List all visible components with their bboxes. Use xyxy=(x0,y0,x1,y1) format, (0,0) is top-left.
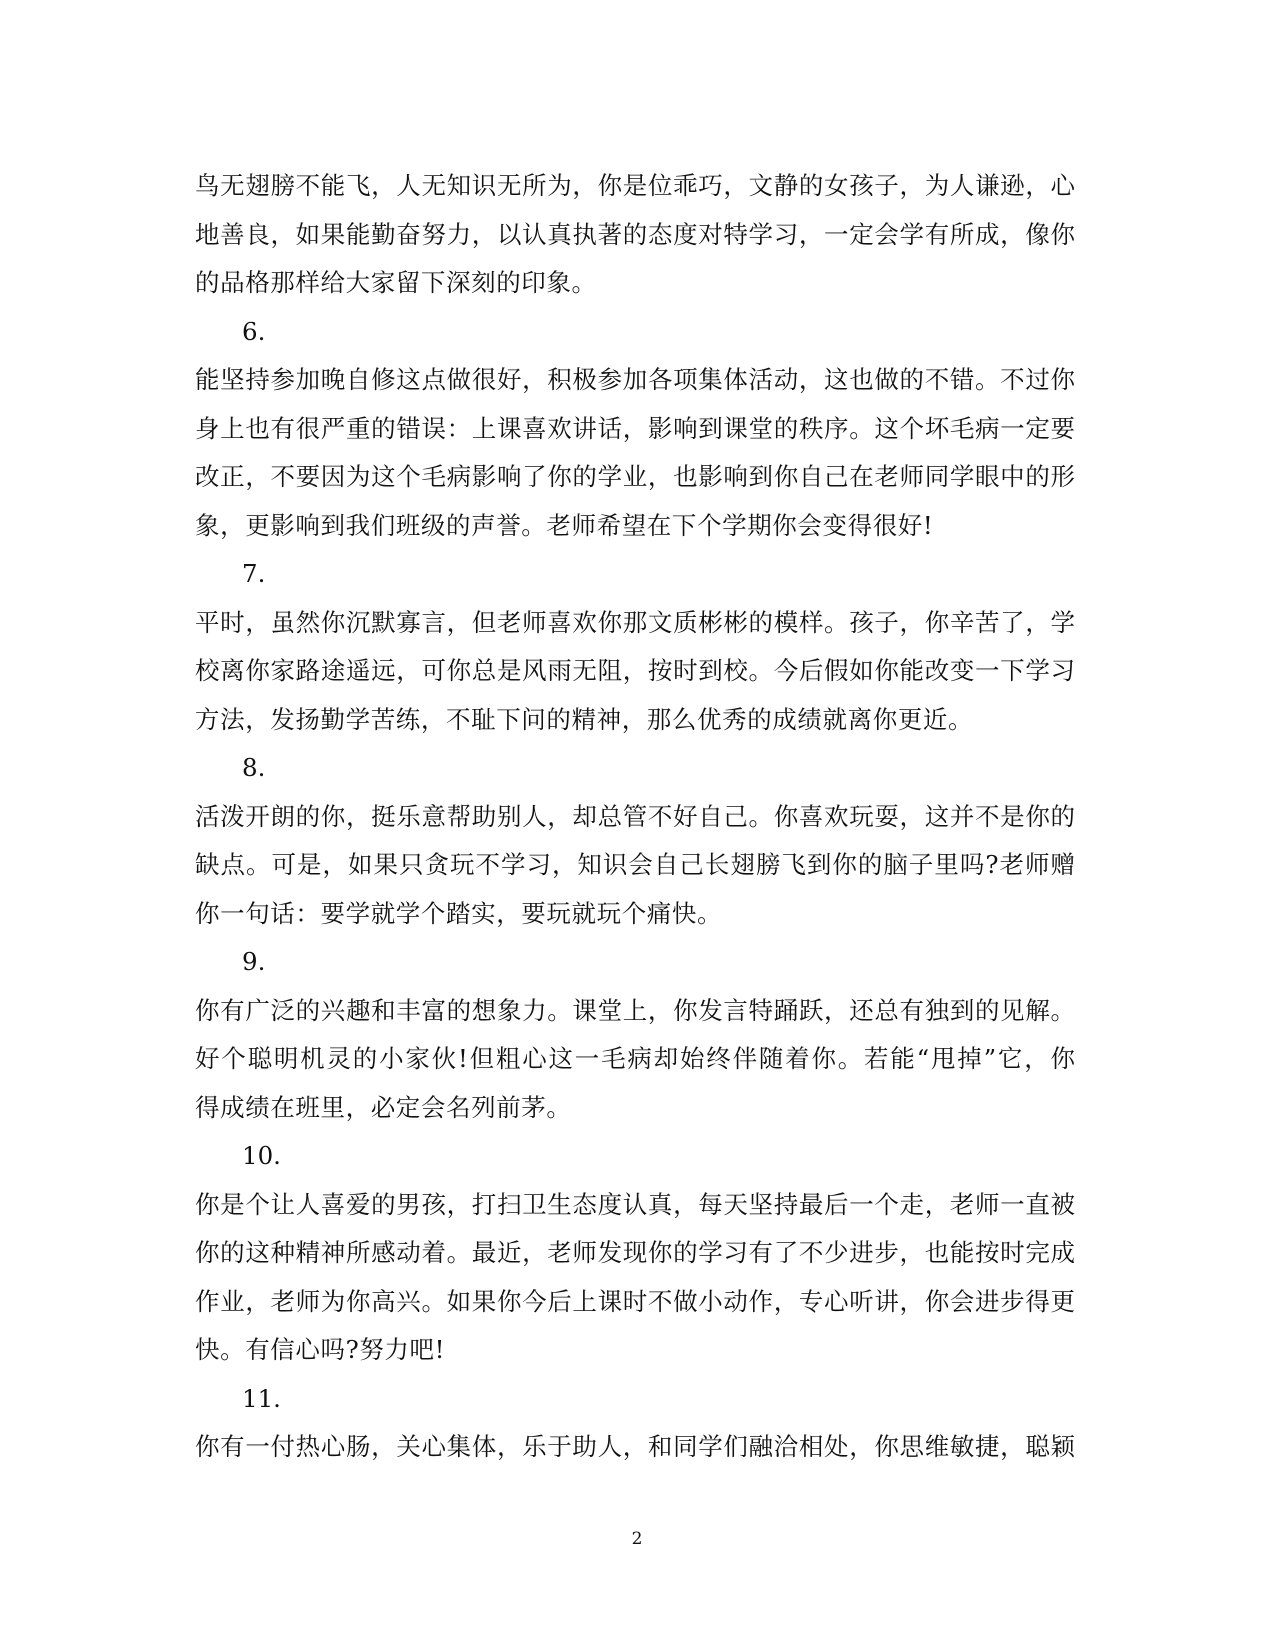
text-line: 好个聪明机灵的小家伙!但粗心这一毛病却始终伴随着你。若能“甩掉”它，你 xyxy=(195,1044,1075,1073)
item-number: 10. xyxy=(242,1141,281,1170)
document-body xyxy=(195,162,1075,1472)
text-line: 平时，虽然你沉默寡言，但老师喜欢你那文质彬彬的模样。孩子，你辛苦了，学 xyxy=(195,607,1075,637)
text-line: 你有一付热心肠，关心集体，乐于助人，和同学们融洽相处，你思维敏捷，聪颖 xyxy=(195,1432,1075,1461)
text-line: 快。有信心吗?努力吧! xyxy=(195,1335,446,1364)
text-line: 地善良，如果能勤奋努力，以认真执著的态度对特学习，一定会学有所成，像你 xyxy=(195,219,1075,249)
text-line: 你一句话：要学就学个踏实，要玩就玩个痛快。 xyxy=(195,898,723,928)
text-line: 你是个让人喜爱的男孩，打扫卫生态度认真，每天坚持最后一个走，老师一直被 xyxy=(195,1189,1075,1219)
text-line: 校离你家路途遥远，可你总是风雨无阻，按时到校。今后假如你能改变一下学习 xyxy=(195,656,1075,685)
text-line: 的品格那样给大家留下深刻的印象。 xyxy=(195,268,597,297)
text-line: 改正，不要因为这个毛病影响了你的学业，也影响到你自己在老师同学眼中的形 xyxy=(195,462,1075,491)
text-line: 你的这种精神所感动着。最近，老师发现你的学习有了不少进步，也能按时完成 xyxy=(195,1238,1075,1267)
text-line: 你有广泛的兴趣和丰富的想象力。课堂上，你发言特踊跃，还总有独到的见解。 xyxy=(195,995,1075,1025)
item-number: 8. xyxy=(242,753,266,782)
text-line: 方法，发扬勤学苦练，不耻下问的精神，那么优秀的成绩就离你更近。 xyxy=(195,704,974,734)
page-number: 2 xyxy=(631,1529,643,1549)
text-line: 鸟无翅膀不能飞，人无知识无所为，你是位乖巧，文静的女孩子，为人谦逊，心 xyxy=(195,171,1075,200)
item-number: 7. xyxy=(242,559,266,588)
text-line: 缺点。可是，如果只贪玩不学习，知识会自己长翅膀飞到你的脑子里吗?老师赠 xyxy=(195,850,1075,879)
text-line: 作业，老师为你高兴。如果你今后上课时不做小动作，专心听讲，你会进步得更 xyxy=(195,1286,1075,1316)
text-line: 象，更影响到我们班级的声誉。老师希望在下个学期你会变得很好! xyxy=(195,510,934,540)
item-number: 6. xyxy=(242,316,266,346)
text-line: 能坚持参加晚自修这点做很好，积极参加各项集体活动，这也做的不错。不过你 xyxy=(195,365,1075,394)
text-line: 得成绩在班里，必定会名列前茅。 xyxy=(195,1092,572,1122)
text-line: 身上也有很严重的错误：上课喜欢讲话，影响到课堂的秩序。这个坏毛病一定要 xyxy=(195,413,1075,443)
text-line: 活泼开朗的你，挺乐意帮助别人，却总管不好自己。你喜欢玩耍，这并不是你的 xyxy=(195,801,1075,831)
item-number: 11. xyxy=(242,1383,281,1413)
item-number: 9. xyxy=(242,947,266,976)
